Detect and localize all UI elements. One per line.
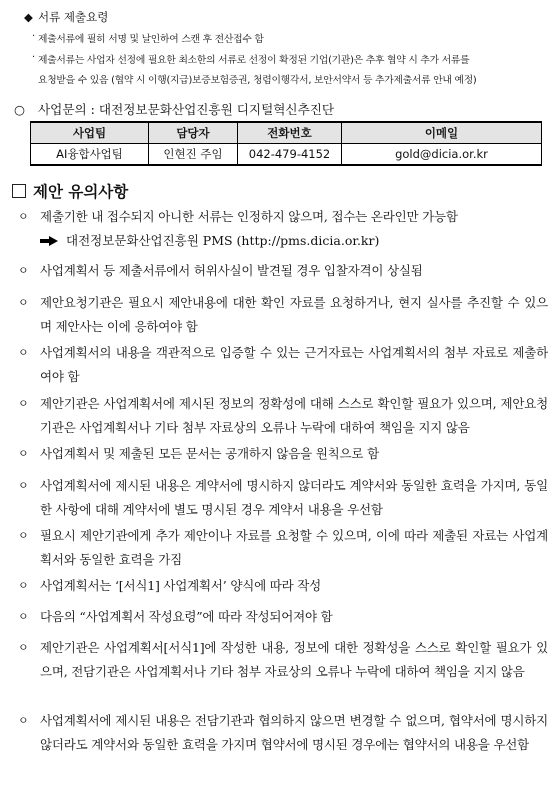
list-item <box>18 205 548 229</box>
contact-table <box>30 121 542 166</box>
circle-bullet-icon: ㅇ <box>18 264 29 277</box>
list-item-text: 필요시 제안기관에게 추가 제안이나 자료를 요청할 수 있으며, 이에 따라 제출된 자료는 사업계획서와 동일한 효력을 가짐 <box>40 528 548 567</box>
portal-link[interactable]: 대전정보문화산업진흥원 PMS (http://pms.dicia.or.kr) <box>66 233 380 248</box>
list-item-text: 사업계획서 등 제출서류에서 허위사실이 발견될 경우 입찰자격이 상실됨 <box>40 263 423 278</box>
header-phone: 전화번호 <box>238 122 342 144</box>
submission-line <box>32 31 264 45</box>
submission-line-text: 제출서류는 사업자 선정에 필요한 최소한의 서류로 선정이 확정된 기업(기관)은 추후 협약 시 추가 서류를 <box>38 55 470 66</box>
header-email: 이메일 <box>342 122 542 144</box>
list-item <box>18 605 548 629</box>
submission-guide-title-text: 서류 제출요령 <box>38 10 109 24</box>
list-item <box>18 259 548 283</box>
square-bullet-icon <box>12 184 26 198</box>
list-item-text: 제안기관은 사업계획서[서식1]에 작성한 내용, 정보에 대한 정확성을 스스로 확인할 필요가 있으며, 전담기관은 사업계획서나 기타 첨부 자료상의 오류나 누락에 대하여 책임을 지지 않음 <box>40 640 548 679</box>
portal-line <box>40 231 379 249</box>
submission-line-text: 제출서류에 필히 서명 및 날인하여 스캔 후 전산접수 함 <box>38 34 264 45</box>
circle-bullet-icon: ㅇ <box>18 579 29 592</box>
circle-bullet-icon: ㅇ <box>18 296 29 309</box>
circle-bullet-icon: ㅇ <box>18 447 29 460</box>
circle-bullet-icon: ㅇ <box>18 610 29 623</box>
circle-bullet-icon: ○ <box>14 102 25 117</box>
cell-team: AI융합사업팀 <box>31 144 149 166</box>
cell-email[interactable]: gold@dicia.or.kr <box>342 144 542 166</box>
header-manager: 담당자 <box>149 122 238 144</box>
list-item <box>18 392 548 440</box>
contact-label-text: 사업문의 : 대전정보문화산업진흥원 디지털혁신추진단 <box>38 102 335 117</box>
circle-bullet-icon: ㅇ <box>18 641 29 654</box>
list-item-text: 사업계획서에 제시된 내용은 전담기관과 협의하지 않으면 변경할 수 없으며, 협약서에 명시하지 않더라도 계약서와 동일한 효력을 가지며 협약서에 명시된 경우에는 협약서의 내용을 우선함 <box>40 713 548 752</box>
submission-line-continued <box>38 72 477 86</box>
diamond-bullet-icon: ◆ <box>24 10 33 24</box>
list-item <box>18 524 548 572</box>
circle-bullet-icon: ㅇ <box>18 397 29 410</box>
header-team: 사업팀 <box>31 122 149 144</box>
list-item-text: 사업계획서 및 제출된 모든 문서는 공개하지 않음을 원칙으로 함 <box>40 446 379 461</box>
list-item <box>18 574 548 598</box>
circle-bullet-icon: ㅇ <box>18 714 29 727</box>
list-item <box>18 442 548 466</box>
list-item-text: 제안요청기관은 필요시 제안내용에 대한 확인 자료를 요청하거나, 현지 실사를 추진할 수 있으며 제안사는 이에 응하여야 함 <box>40 295 548 334</box>
circle-bullet-icon: ㅇ <box>18 346 29 359</box>
circle-bullet-icon: ㅇ <box>18 529 29 542</box>
contact-table-header <box>31 122 542 144</box>
list-item <box>18 709 548 757</box>
dot-bullet-icon: · <box>32 31 35 42</box>
circle-bullet-icon: ㅇ <box>18 479 29 492</box>
submission-guide-title <box>24 9 108 25</box>
circle-bullet-icon: ㅇ <box>18 210 29 223</box>
dot-bullet-icon: · <box>32 52 35 63</box>
list-item <box>18 474 548 522</box>
contact-label <box>14 99 334 118</box>
list-item-text: 사업계획서에 제시된 내용은 계약서에 명시하지 않더라도 계약서와 동일한 효력을 가지며, 동일한 사항에 대해 계약서에 별도 명시된 경우 계약서 내용을 우선함 <box>40 478 548 517</box>
table-row <box>31 144 542 166</box>
submission-line-text: 요청받을 수 있음 (협약 시 이행(지급)보증보험증권, 청렴이행각서, 보안서약서 등 추가제출서류 안내 예정) <box>38 75 477 86</box>
list-item <box>18 291 548 339</box>
list-item <box>18 636 548 684</box>
cell-manager: 인현진 주임 <box>149 144 238 166</box>
arrow-right-icon <box>40 236 58 246</box>
list-item-text: 제출기한 내 접수되지 아니한 서류는 인정하지 않으며, 접수는 온라인만 가능함 <box>40 209 458 224</box>
section-title-text: 제안 유의사항 <box>33 183 129 201</box>
list-item <box>18 341 548 389</box>
cell-phone: 042-479-4152 <box>238 144 342 166</box>
list-item-text: 사업계획서는 ‘[서식1] 사업계획서’ 양식에 따라 작성 <box>40 578 322 593</box>
list-item-text: 다음의 “사업계획서 작성요령”에 따라 작성되어져야 함 <box>40 609 333 624</box>
list-item-text: 제안기관은 사업계획서에 제시된 정보의 정확성에 대해 스스로 확인할 필요가 있으며, 제안요청기관은 사업계획서나 기타 첨부 자료상의 오류나 누락에 대하여 책임을 지지 않음 <box>40 396 548 435</box>
section-title <box>12 180 128 202</box>
list-item-text: 사업계획서의 내용을 객관적으로 입증할 수 있는 근거자료는 사업계획서의 첨부 자료로 제출하여야 함 <box>40 345 548 384</box>
submission-line <box>32 52 470 66</box>
